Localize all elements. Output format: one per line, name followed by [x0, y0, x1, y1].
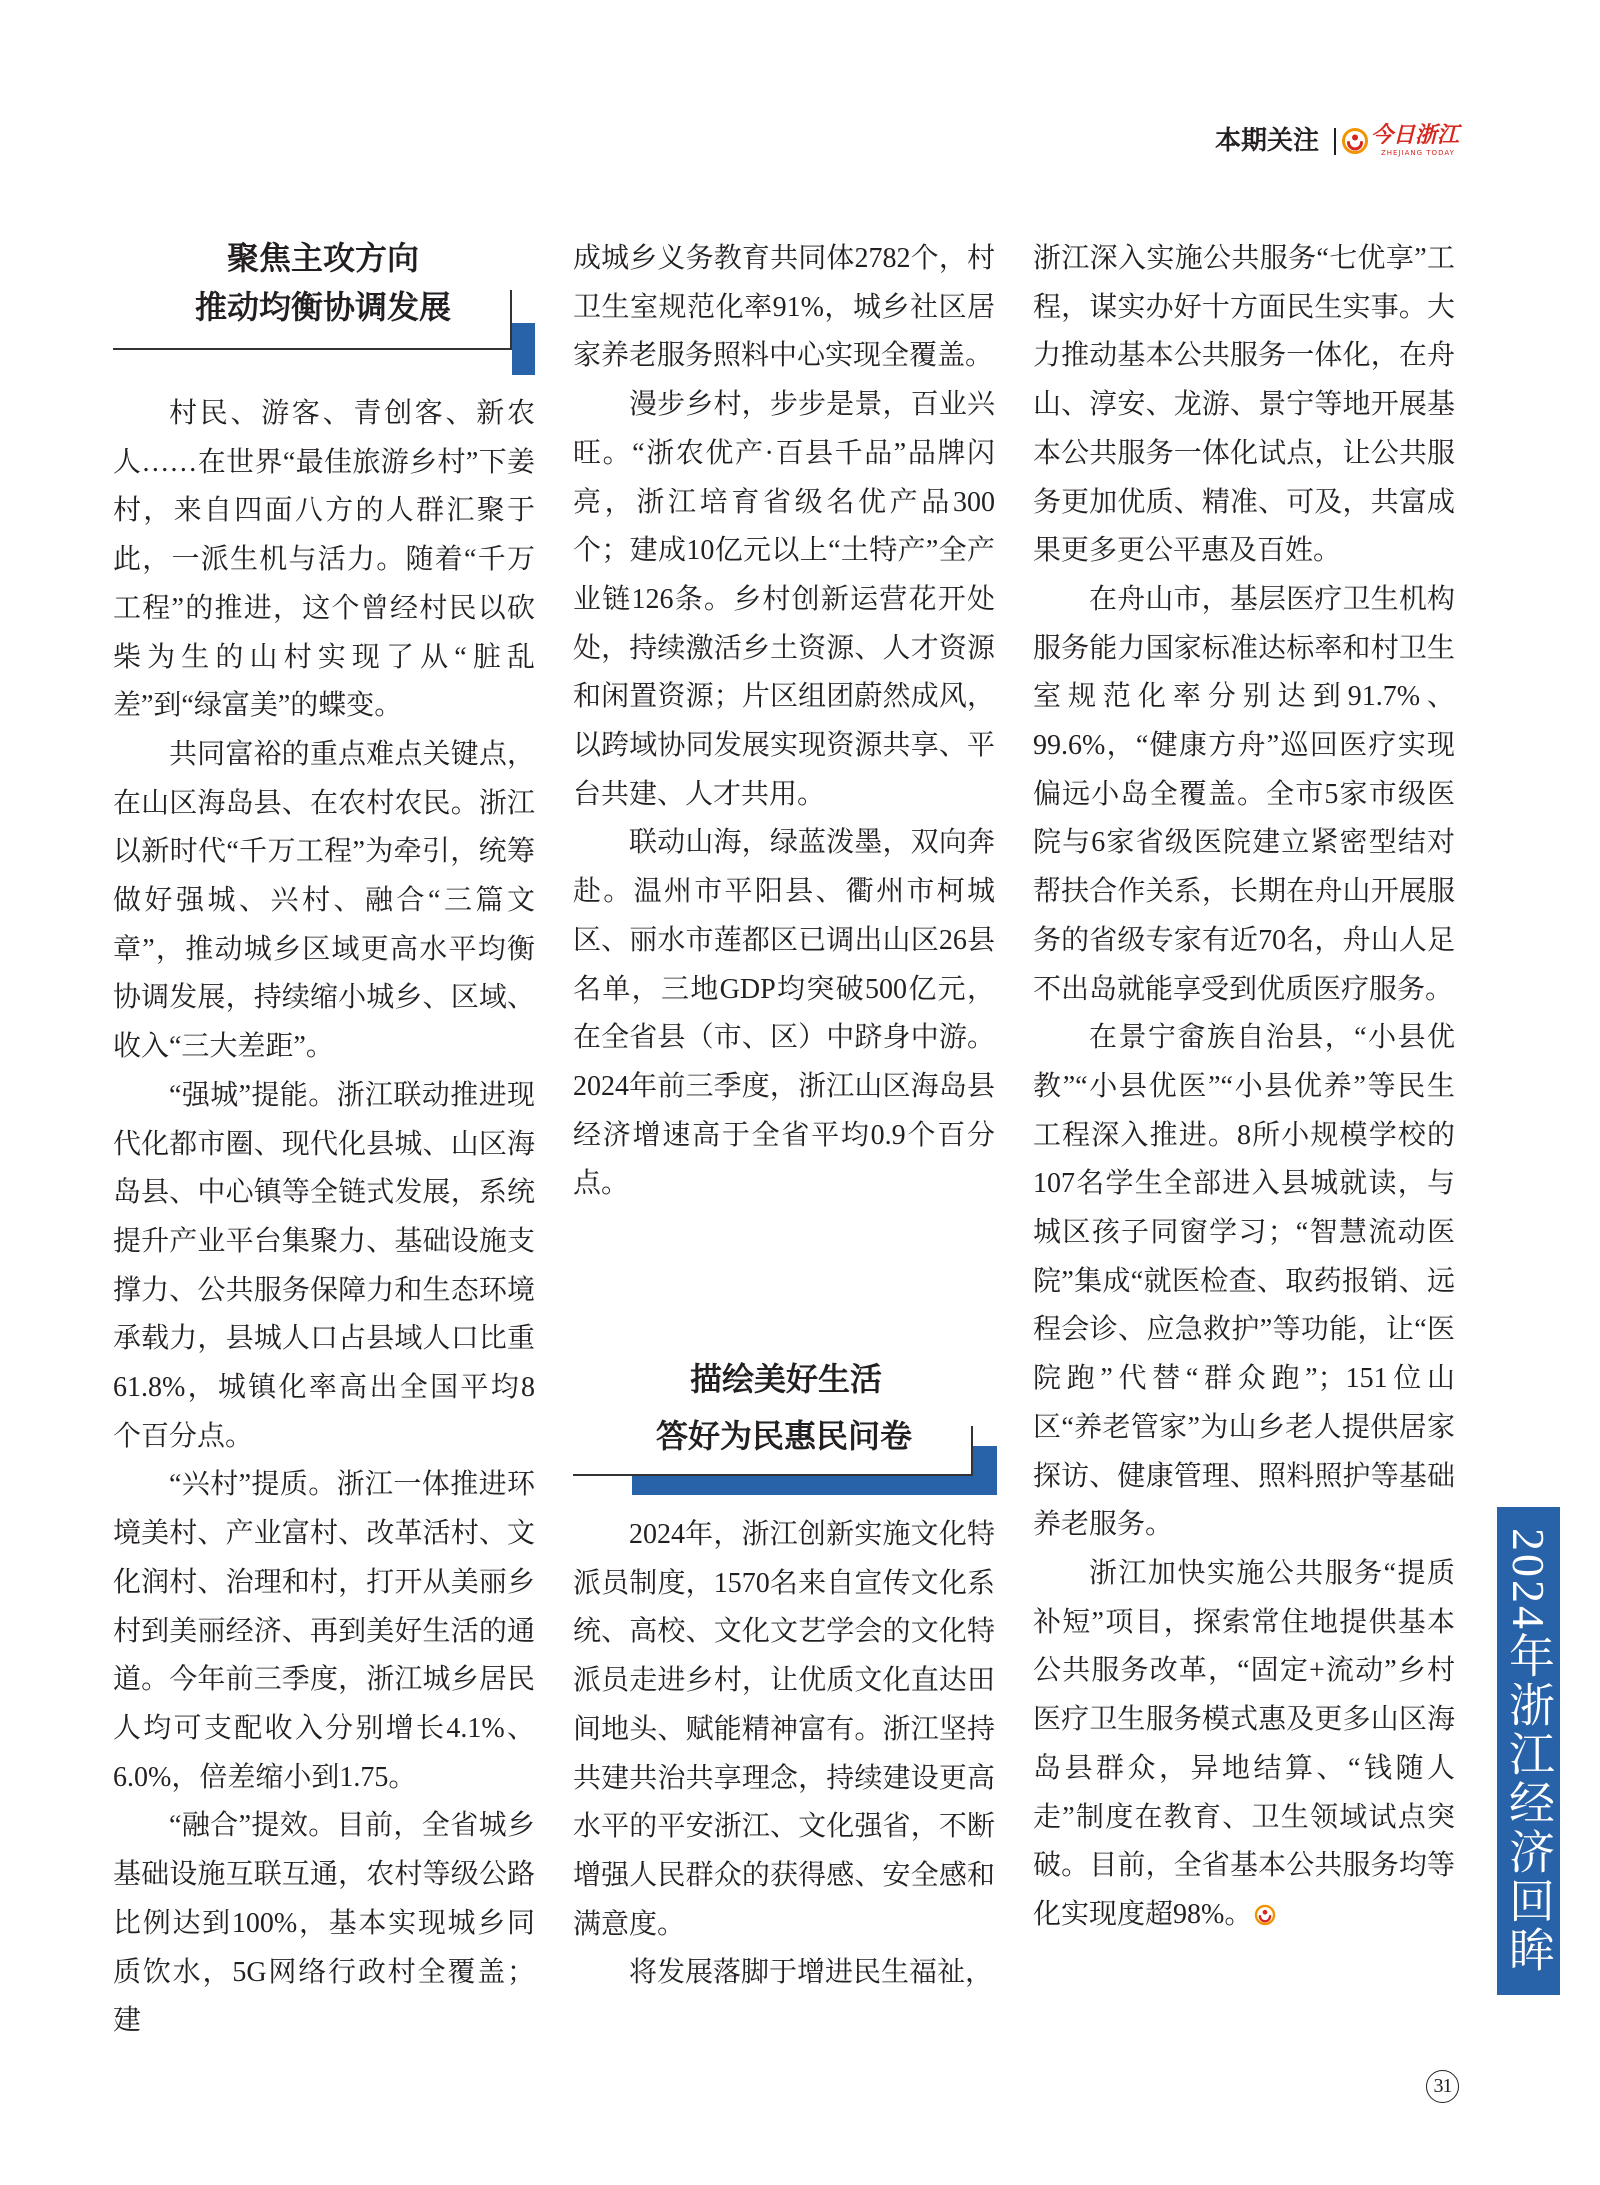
header-separator [1334, 128, 1336, 155]
body-paragraph-text: 浙江加快实施公共服务“提质补短”项目，探索常住地提供基本公共服务改革，“固定+流动”乡村医疗卫生服务模式惠及更多山区海岛县群众，异地结算、“钱随人走”制度在教育、卫生领域试点突破。目前，全省基本公共服务均等化实现度超98%。 [1033, 1557, 1455, 1930]
body-paragraph: 联动山海，绿蓝泼墨，双向奔赴。温州市平阳县、衢州市柯城区、丽水市莲都区已调出山区26县名单，三地GDP均突破500亿元，在全省县（市、区）中跻身中游。2024年前三季度，浙江山区海岛县经济增速高于全省平均0.9个百分点。 [573, 827, 995, 1200]
text-column-1 [113, 390, 535, 2046]
heading-rule [510, 290, 512, 350]
body-paragraph: 成城乡义务教育共同体2782个，村卫生室规范化率91%，城乡社区居家养老服务照料中心实现全覆盖。 [573, 243, 995, 372]
section-label: 本期关注 [1215, 126, 1320, 156]
body-paragraph: “强城”提能。浙江联动推进现代化都市圈、现代化县城、山区海岛县、中心镇等全链式发展，系统提升产业平台集聚力、基础设施支撑力、公共服务保障力和生态环境承载力，县城人口占县域人口比重61.8%，城镇化率高出全国平均8个百分点。 [113, 1079, 535, 1452]
heading-rule [573, 1474, 973, 1476]
body-paragraph: 在景宁畲族自治县，“小县优教”“小县优医”“小县优养”等民生工程深入推进。8所小规模学校的107名学生全部进入县城就读，与城区孩子同窗学习；“智慧流动医院”集成“就医检查、取药报销、远程会诊、应急救护”等功能，让“医院跑”代替“群众跑”；151位山区“养老管家”为山乡老人提供居家探访、健康管理、照料照护等基础养老服务。 [1033, 1022, 1455, 1541]
heading-accent-bar [973, 1446, 997, 1495]
body-paragraph: 村民、游客、青创客、新农人……在世界“最佳旅游乡村”下姜村，来自四面八方的人群汇聚于此，一派生机与活力。随着“千万工程”的推进，这个曾经村民以砍柴为生的山村实现了从“脏乱差”到“绿富美”的蝶变。 [113, 398, 535, 722]
section-heading-line: 推动均衡协调发展 [194, 288, 451, 326]
heading-accent-bar [632, 1475, 997, 1495]
heading-rule [971, 1426, 973, 1476]
page-number: 31 [1426, 2070, 1459, 2103]
section-heading-line: 聚焦主攻方向 [226, 239, 419, 277]
side-tab [1497, 1507, 1560, 1995]
logo-wordmark: 今日浙江 [1371, 122, 1460, 148]
body-paragraph: “融合”提效。目前，全省城乡基础设施互联互通，农村等级公路比例达到100%，基本实现城乡同质饮水，5G网络行政村全覆盖；建 [113, 1810, 535, 2037]
logo-subtext: ZHEJIANG TODAY [1381, 149, 1455, 157]
body-paragraph: 漫步乡村，步步是景，百业兴旺。“浙农优产·百县千品”品牌闪亮，浙江培育省级名优产品300个；建成10亿元以上“土特产”全产业链126条。乡村创新运营花开处处，持续激活乡土资源、人才资源和闲置资源；片区组团蔚然成风，以跨域协同发展实现资源共享、平台共建、人才共用。 [573, 389, 995, 810]
zhejiang-today-logo-icon [1341, 127, 1369, 155]
section-heading-line: 描绘美好生活 [689, 1360, 882, 1398]
body-paragraph: 浙江深入实施公共服务“七优享”工程，谋实办好十方面民生实事。大力推动基本公共服务一体化，在舟山、淳安、龙游、景宁等地开展基本公共服务一体化试点，让公共服务更加优质、精准、可及，共富成果更多更公平惠及百姓。 [1033, 243, 1455, 567]
text-column-3 [1033, 235, 1455, 1940]
text-column-2-bottom [573, 1511, 995, 1998]
side-tab-label: 2024年浙江经济回眸 [1503, 1527, 1554, 1975]
heading-rule [113, 348, 512, 350]
text-column-2-top [573, 235, 995, 1209]
section-heading-line: 答好为民惠民问卷 [655, 1417, 912, 1455]
body-paragraph: 共同富裕的重点难点关键点，在山区海岛县、在农村农民。浙江以新时代“千万工程”为牵引，统筹做好强城、兴村、融合“三篇文章”，推动城乡区域更高水平均衡协调发展，持续缩小城乡、区域、收入“三大差距”。 [113, 738, 535, 1063]
end-mark-icon [1254, 1904, 1276, 1926]
body-paragraph [1033, 1550, 1455, 1940]
body-paragraph: “兴村”提质。浙江一体推进环境美村、产业富村、改革活村、文化润村、治理和村，打开从美丽乡村到美丽经济、再到美好生活的通道。今年前三季度，浙江城乡居民人均可支配收入分别增长4.1%、6.0%，倍差缩小到1.75。 [113, 1469, 535, 1793]
body-paragraph: 在舟山市，基层医疗卫生机构服务能力国家标准达标率和村卫生室规范化率分别达到91.7%、99.6%，“健康方舟”巡回医疗实现偏远小岛全覆盖。全市5家市级医院与6家省级医院建立紧密型结对帮扶合作关系，长期在舟山开展服务的省级专家有近70名，舟山人足不出岛就能享受到优质医疗服务。 [1033, 583, 1455, 1005]
body-paragraph: 2024年，浙江创新实施文化特派员制度，1570名来自宣传文化系统、高校、文化文艺学会的文化特派员走进乡村，让优质文化直达田间地头、赋能精神富有。浙江坚持共建共治共享理念，持续建设更高水平的平安浙江、文化强省，不断增强人民群众的获得感、安全感和满意度。 [573, 1519, 995, 1940]
body-paragraph: 将发展落脚于增进民生福祉， [629, 1957, 994, 1989]
heading-accent-bar [512, 323, 535, 375]
